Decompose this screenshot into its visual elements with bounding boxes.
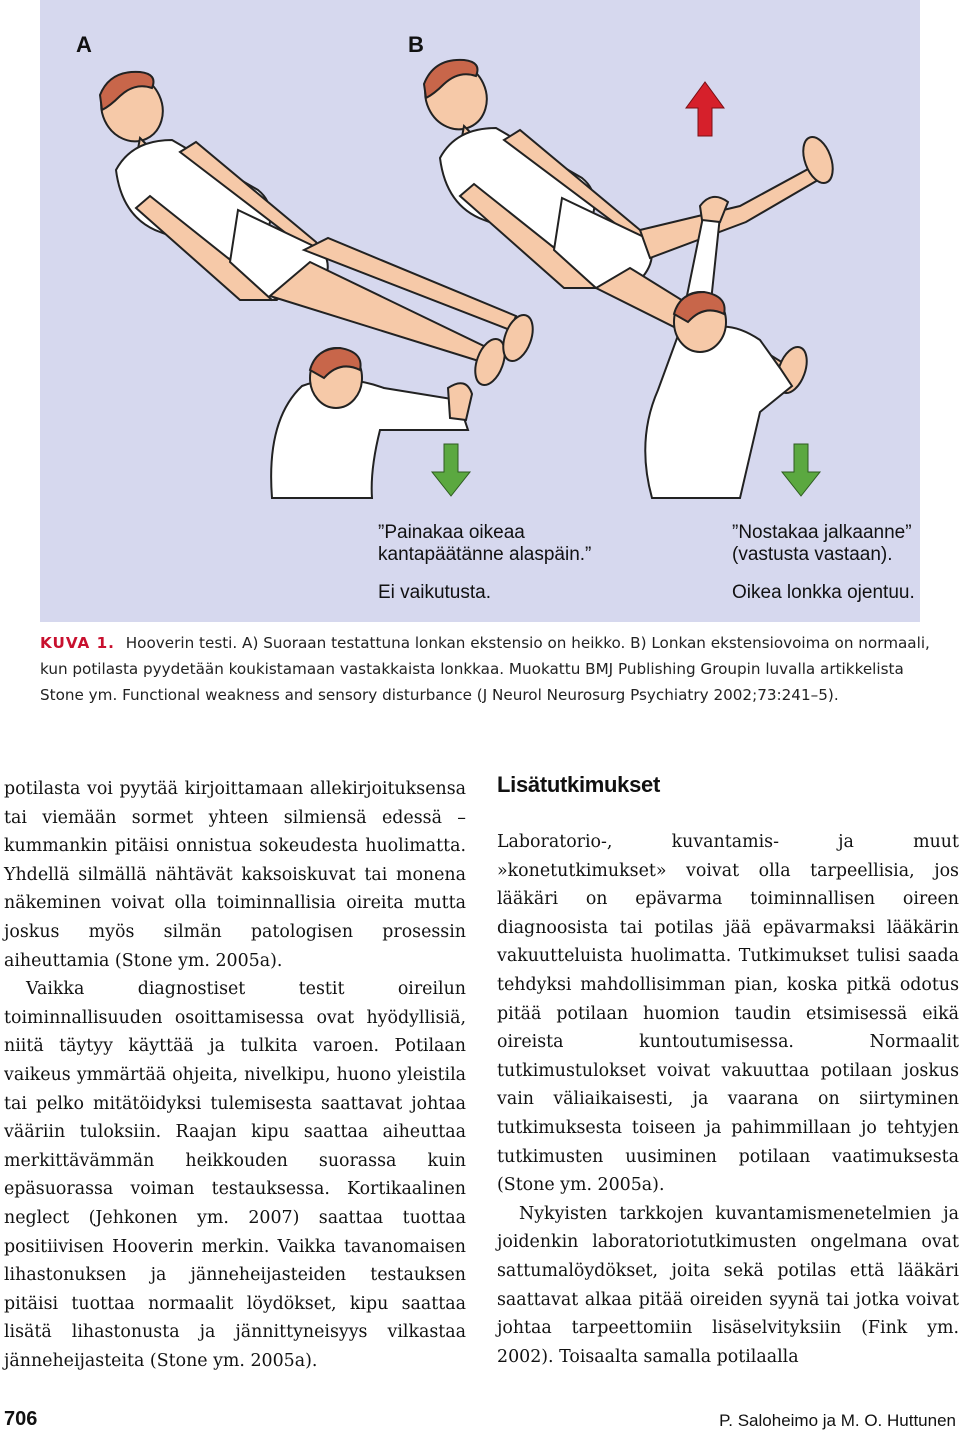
left-column bbox=[4, 775, 466, 1375]
panel-b-quote-line1: ”Nostakaa jalkaanne” bbox=[732, 522, 912, 543]
footer-authors: P. Saloheimo ja M. O. Huttunen bbox=[719, 1411, 956, 1430]
left-paragraph-2: Vaikka diagnostiset testit oireilun toiminnallisuuden osoittamisessa ovat hyödyllisiä, niitä täytyy käyttää ja tulkita varoen. Potilaan vaikeus ymmärtää ohjeita, nivelkipu, huono yleistila tai pelko mitätöidyksi tulemisesta saattavat johtaa vääriin tuloksiin. Raajan kipu saattaa aiheuttaa merkittävämmän heikkouden suorassa kuin epäsuorassa voiman testauksessa. Kortikaalinen neglect (Jehkonen ym. 2007) saattaa tuottaa positiivisen Hooverin merkin. Vaikka tavanomaisen lihastonuksen ja jänneheijasteiden testauksen pitäisi tuottaa normaalit löydökset, kipu saattaa lisätä lihastonusta ja jännittyneisyys vilkastaa jänneheijasteita (Stone ym. 2005a). bbox=[4, 979, 466, 1371]
figure-caption bbox=[40, 630, 930, 708]
panel-a-label: A bbox=[76, 32, 92, 57]
panel-b-instruction bbox=[732, 522, 912, 566]
right-paragraph-1: Laboratorio-, kuvantamis- ja muut »konetutkimukset» voivat olla tarpeellisia, jos lääkäri on epävarma toiminnallisen oireen diagnoosista tai potilas jää epävarmaksi lääkärin vakuutteluista huolimatta. Tutkimukset tulisi saada tehdyksi mahdollisimman pian, koska pitkä odotus pitää potilaan huomion taudin etsimisessä eikä oireista kuntoutumisessa. Normaalit tutkimustulokset voivat vakuuttaa potilaan joskus vain väliaikaisesti, ja vaarana on siirtyminen tutkimuksesta toiseen ja pahimmillaan jo tehtyjen tutkimusten uusiminen potilaan vaatimuksesta (Stone ym. 2005a). bbox=[497, 832, 959, 1196]
panel-a-quote-line1: ”Painakaa oikeaa bbox=[378, 522, 525, 543]
caption-text: Hooverin testi. A) Suoraan testattuna lonkan ekstensio on heikko. B) Lonkan ekstensiovoima on normaali, kun potilasta pyydetään koukistamaan vastakkaista lonkkaa. Muokattu BMJ Publishing Groupin luvalla artikkelista Stone ym. Functional weakness and sensory disturbance (J Neurol Neurosurg Psychiatry 2002;73:241–5). bbox=[40, 634, 930, 704]
caption-label: KUVA 1. bbox=[40, 634, 115, 652]
panel-b-result: Oikea lonkka ojentuu. bbox=[732, 582, 915, 603]
hoover-test-figure bbox=[40, 0, 920, 622]
panel-b-up-arrow bbox=[686, 82, 724, 136]
panel-b-label: B bbox=[408, 32, 424, 57]
page-number: 706 bbox=[4, 1408, 38, 1430]
section-heading: Lisätutkimukset bbox=[497, 772, 660, 797]
right-paragraph-2: Nykyisten tarkkojen kuvantamismenetelmien ja joidenkin laboratoriotutkimusten ongelmana ovat sattumalöydökset, joita sekä potilas että lääkäri saattavat alkaa pitää oireiden syynä tai jotka voivat johtaa tarpeettomiin lisäselvityksiin (Fink ym. 2002). Toisaalta samalla potilaalla bbox=[497, 1203, 959, 1367]
panel-a-down-arrow bbox=[432, 444, 470, 496]
panel-b-quote-line2: (vastusta vastaan). bbox=[732, 544, 893, 565]
panel-b-down-arrow bbox=[782, 444, 820, 496]
left-paragraph-1: potilasta voi pyytää kirjoittamaan allekirjoituksensa tai viemään sormet yhteen silmiensä edessä – kummankin pitäisi onnistua sokeudesta huolimatta. Yhdellä silmällä nähtävät kaksoiskuvat tai monena näkeminen voivat olla toiminnallisia oireita mutta joskus myös silmän patologisen prosessin aiheuttamia (Stone ym. 2005a). bbox=[4, 779, 466, 971]
panel-a-result: Ei vaikutusta. bbox=[378, 582, 491, 603]
panel-a-quote-line2: kantapäätänne alaspäin.” bbox=[378, 544, 592, 565]
panel-a-instruction bbox=[378, 522, 591, 566]
right-column bbox=[497, 828, 959, 1371]
